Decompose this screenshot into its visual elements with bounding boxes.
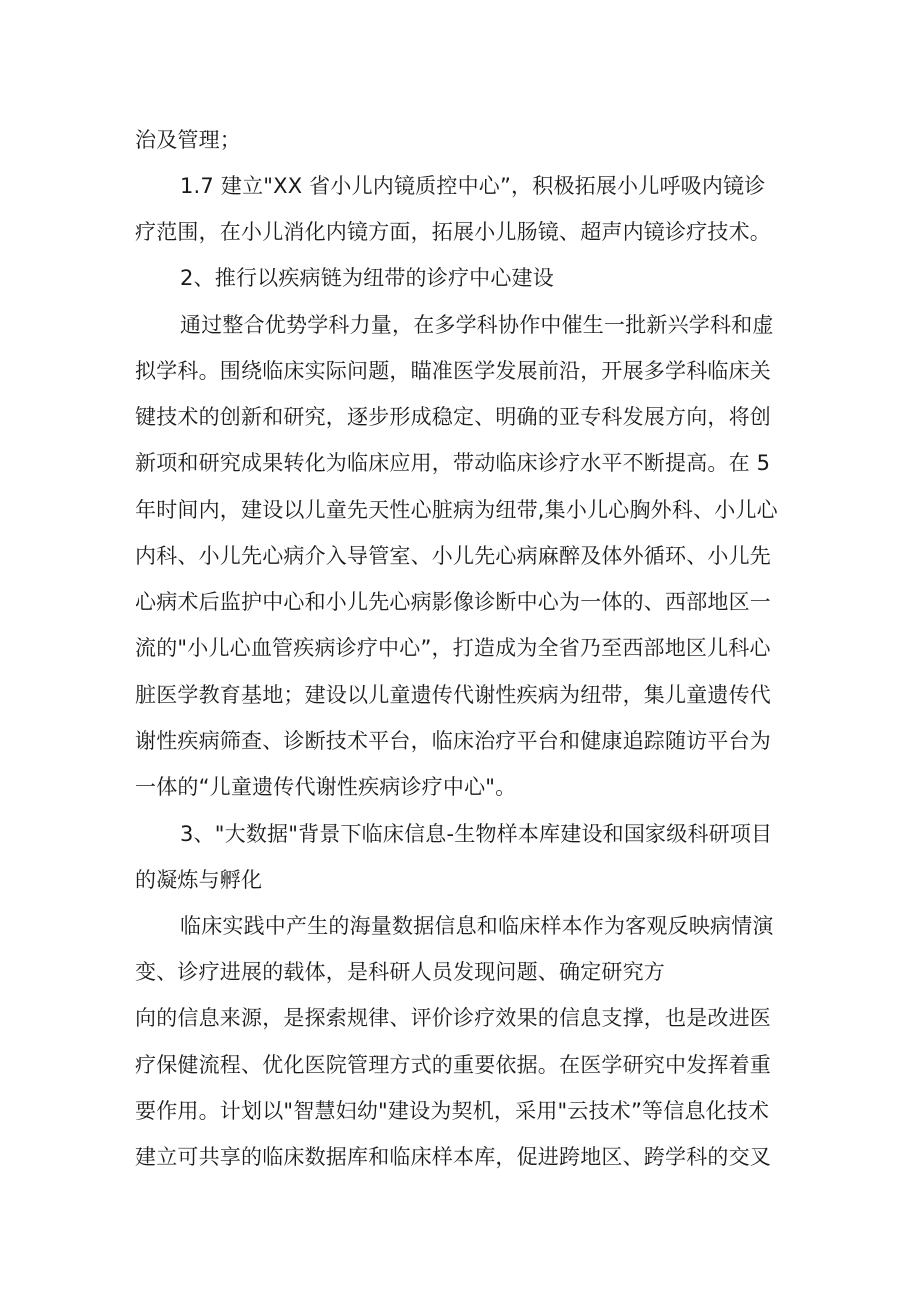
text-line: 谢性疾病筛查、诊断技术平台，临床治疗平台和健康追踪随访平台为 — [135, 729, 771, 753]
text-line: 疗保健流程、优化医院管理方式的重要依据。在医学研究中发挥着重 — [135, 1053, 771, 1077]
text-line: 流的"小儿心血管疾病诊疗中心”，打造成为全省乃至西部地区儿科心 — [135, 636, 771, 660]
text-line: 拟学科。围绕临床实际问题，瞄准医学发展前沿，开展多学科临床关 — [135, 359, 771, 383]
text-line: 键技术的创新和研究，逐步形成稳定、明确的亚专科发展方向，将创 — [135, 405, 771, 429]
text-line: 治及管理； — [135, 128, 241, 152]
text-line: 新项和研究成果转化为临床应用，带动临床诊疗水平不断提高。在 5 — [135, 451, 771, 475]
text-line: 年时间内，建设以儿童先天性心脏病为纽带,集小儿心胸外科、小儿心 — [135, 498, 778, 522]
heading-section-2: 2、推行以疾病链为纽带的诊疗中心建设 — [180, 266, 554, 290]
text-line: 临床实践中产生的海量数据信息和临床样本作为客观反映病情演 — [180, 914, 774, 938]
text-line: 向的信息来源，是探索规律、评价诊疗效果的信息支撑，也是改进医 — [135, 1006, 771, 1030]
text-line: 通过整合优势学科力量，在多学科协作中催生一批新兴学科和虚 — [180, 313, 774, 337]
text-line: 一体的“儿童遗传代谢性疾病诊疗中心"。 — [135, 775, 517, 799]
text-line: 建立可共享的临床数据库和临床样本库，促进跨地区、跨学科的交叉 — [135, 1145, 771, 1169]
subheading-1-7: 1.7 建立"XX 省小儿内镜质控中心”，积极拓展小儿呼吸内镜诊 — [180, 174, 766, 198]
heading-section-3: 3、"大数据"背景下临床信息-生物样本库建设和国家级科研项目 — [180, 822, 773, 846]
text-line: 疗范围，在小儿消化内镜方面，拓展小儿肠镜、超声内镜诊疗技术。 — [135, 220, 771, 244]
text-line: 变、诊疗进展的载体，是科研人员发现问题、确定研究方 — [135, 960, 665, 984]
text-line: 内科、小儿先心病介入导管室、小儿先心病麻醉及体外循环、小儿先 — [135, 544, 771, 568]
heading-section-3-cont: 的凝炼与孵化 — [135, 868, 263, 892]
text-line: 脏医学教育基地；建设以儿童遗传代谢性疾病为纽带，集儿童遗传代 — [135, 683, 771, 707]
text-line: 心病术后监护中心和小儿先心病影像诊断中心为一体的、西部地区一 — [135, 590, 771, 614]
text-line: 要作用。计划以"智慧妇幼"建设为契机，采用"云技术”等信息化技术 — [135, 1099, 770, 1123]
